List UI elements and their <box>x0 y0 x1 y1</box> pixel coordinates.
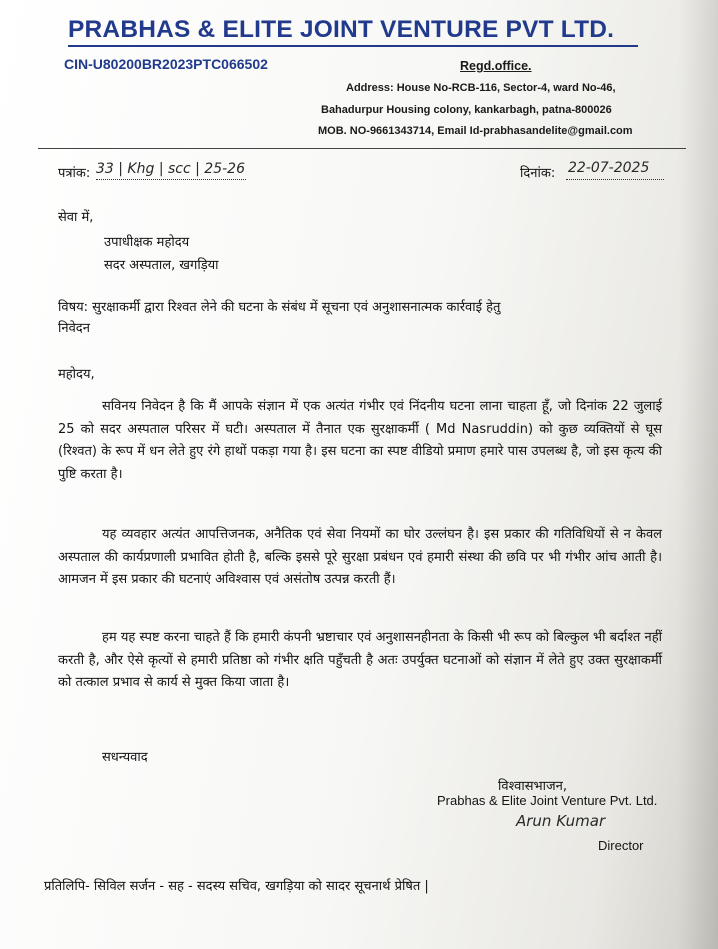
contact-line: MOB. NO-9661343714, Email Id-prabhasandelite@gmail.com <box>318 125 633 137</box>
body-paragraph-1 <box>58 396 662 486</box>
handwritten-signature: Arun Kumar <box>516 812 606 830</box>
company-name: PRABHAS & ELITE JOINT VENTURE PVT LTD. <box>68 16 615 43</box>
recipient-designation: उपाधीक्षक महोदय <box>104 235 190 250</box>
date-underline <box>566 179 664 180</box>
body-paragraph-1-text: सविनय निवेदन है कि मैं आपके संज्ञान में एक अत्यंत गंभीर एवं निंदनीय घटना लाना चाहता हूँ, जो दिनांक 22 जुलाई 25 को सदर अस्पताल परिसर में घटी। अस्पताल में तैनात एक सुरक्षाकर्मी ( Md Nasruddin) को कुछ व्यक्तियों से घूस (रिश्वत) के रूप में धन लेते हुए रंगे हाथों पकड़ा गया है। इस घटना का स्पष्ट वीडियो प्रमाण हमारे पास उपलब्ध है, जो इस कृत्य की पुष्टि करता है। <box>58 399 662 482</box>
address-line-1: Address: House No-RCB-116, Sector-4, ward No-46, <box>346 82 616 94</box>
date-value: 22-07-2025 <box>568 160 650 176</box>
salutation-to: सेवा में, <box>58 210 94 225</box>
page-shadow <box>678 0 718 949</box>
recipient-office: सदर अस्पताल, खगड़िया <box>104 258 219 273</box>
regd-office-label: Regd.office. <box>460 59 532 73</box>
cin-number: CIN-U80200BR2023PTC066502 <box>64 56 268 72</box>
address-line-2: Bahadurpur Housing colony, kankarbagh, patna-800026 <box>321 104 612 116</box>
subject-line-2: निवेदन <box>58 321 90 336</box>
body-paragraph-2 <box>58 524 662 592</box>
greeting: महोदय, <box>58 367 95 382</box>
yours-faithfully: विश्वासभाजन, <box>498 779 568 794</box>
copy-to-line: प्रतिलिपि- सिविल सर्जन - सह - सदस्य सचिव, खगड़िया को सादर सूचनार्थ प्रेषित | <box>44 879 429 894</box>
subject-line-1: विषय: सुरक्षाकर्मी द्वारा रिश्वत लेने की घटना के संबंध में सूचना एवं अनुशासनात्मक कार्रवाई हेतु <box>58 300 501 315</box>
body-paragraph-3-text: हम यह स्पष्ट करना चाहते हैं कि हमारी कंपनी भ्रष्टाचार एवं अनुशासनहीनता के किसी भी रूप को बिल्कुल भी बर्दाश्त नहीं करती है, और ऐसे कृत्यों से हमारी प्रतिष्ठा को गंभीर क्षति पहुँचती है अतः उपर्युक्त घटनाओं को संज्ञान में लेते हुए उक्त सुरक्षाकर्मी को तत्काल प्रभाव से कार्य से मुक्त किया जाता है। <box>58 630 662 690</box>
company-name-underline <box>68 45 638 47</box>
letterhead-divider <box>38 148 686 149</box>
signatory-designation: Director <box>598 838 644 853</box>
reference-underline <box>96 179 246 180</box>
date-label: दिनांक: <box>520 166 556 181</box>
body-paragraph-2-text: यह व्यवहार अत्यंत आपत्तिजनक, अनैतिक एवं सेवा नियमों का घोर उल्लंघन है। इस प्रकार की गतिविधियों से न केवल अस्पताल की कार्यप्रणाली प्रभावित होती है, बल्कि इससे पूरे सुरक्षा प्रबंधन एवं हमारी संस्था की छवि पर भी गंभीर आंच आती है। आमजन में इस प्रकार की घटनाएं अविश्वास एवं असंतोष उत्पन्न करती हैं। <box>58 527 662 587</box>
reference-number: 33 | Khg | scc | 25-26 <box>96 161 245 177</box>
body-paragraph-3 <box>58 627 662 695</box>
reference-label: पत्रांक: <box>58 166 91 181</box>
thanks: सधन्यवाद <box>102 750 148 765</box>
signatory-company: Prabhas & Elite Joint Venture Pvt. Ltd. <box>437 793 658 808</box>
